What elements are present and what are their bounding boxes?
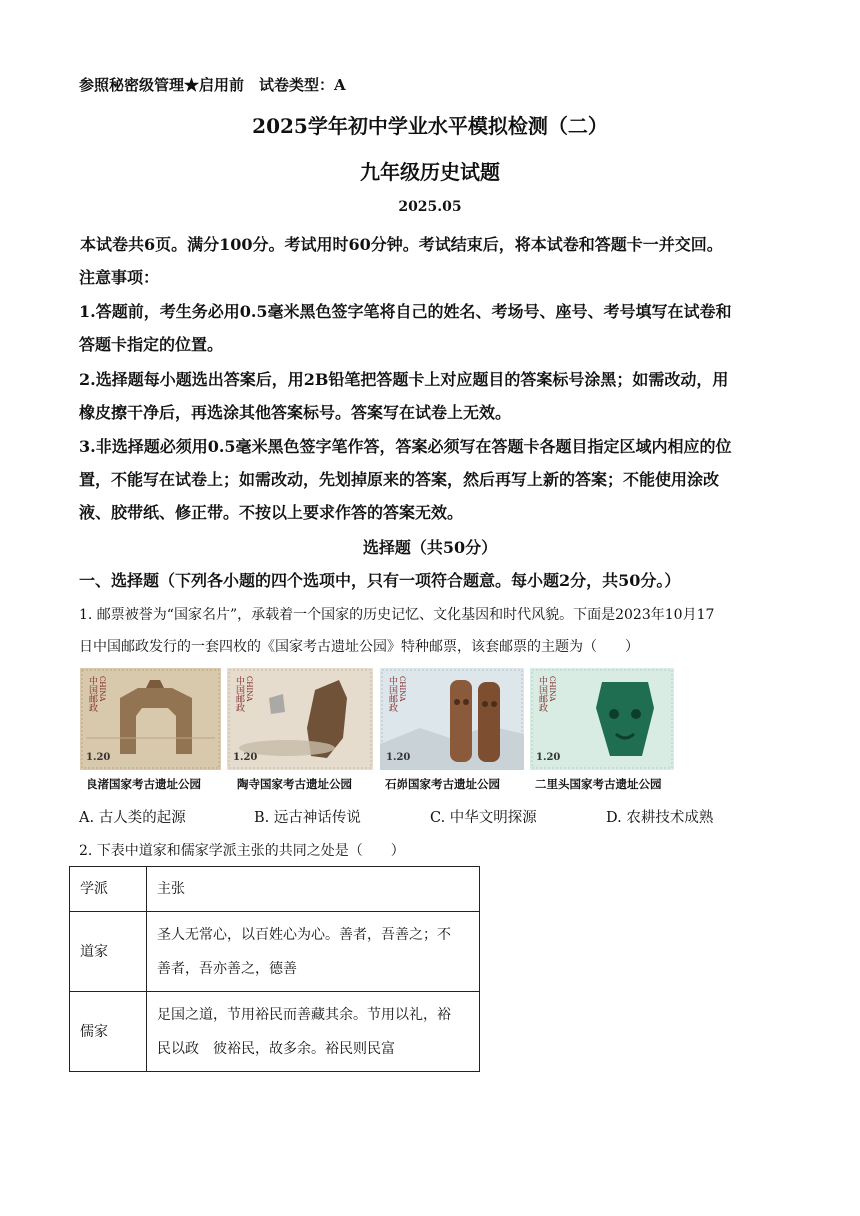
table-row bbox=[70, 912, 480, 992]
exam-title: 2025学年初中学业水平模拟检测（二） bbox=[252, 114, 608, 138]
q2-stem: 2. 下表中道家和儒家学派主张的共同之处是（ ） bbox=[79, 843, 405, 859]
table-row bbox=[70, 992, 480, 1072]
table-cell-claim bbox=[147, 912, 480, 992]
part-one-heading: 一、选择题（下列各小题的四个选项中，只有一项符合题意。每小题2分，共50分。） bbox=[79, 571, 681, 590]
stamp-taosi-postal-text: 中国邮政 bbox=[234, 676, 244, 712]
claim-line: 足国之道，节用裕民而善藏其余。节用以礼，裕 bbox=[157, 1006, 451, 1023]
note-3-line-2: 置，不能写在试卷上；如需改动，先划掉原来的答案，然后再写上新的答案；不能使用涂改 bbox=[79, 470, 720, 489]
stamp-shimao-value: 1.20 bbox=[386, 752, 411, 763]
stamp-caption-taosi: 陶寺国家考古遗址公园 bbox=[237, 777, 352, 791]
note-3-line-3: 液、胶带纸、修正带。不按以上要求作答的答案无效。 bbox=[79, 503, 464, 522]
claim-line: 民以政 彼裕民，故多余。裕民则民富 bbox=[157, 1040, 395, 1057]
stamp-erlitou-value: 1.20 bbox=[536, 752, 561, 763]
stamp-caption-erlitou: 二里头国家考古遗址公园 bbox=[535, 777, 662, 791]
table-header-row bbox=[70, 867, 480, 912]
stamp-liangzhu-country: CHINA bbox=[98, 676, 106, 702]
stamp-caption-shimao: 石峁国家考古遗址公园 bbox=[385, 777, 500, 791]
stamp-caption-liangzhu: 良渚国家考古遗址公园 bbox=[86, 777, 201, 791]
table-cell-school: 儒家 bbox=[70, 992, 147, 1072]
q1-option-d[interactable]: D. 农耕技术成熟 bbox=[606, 810, 714, 826]
classification-header: 参照秘密级管理★启用前 试卷类型：A bbox=[79, 76, 346, 94]
q1-option-b[interactable]: B. 远古神话传说 bbox=[254, 810, 361, 826]
stamp-shimao bbox=[380, 668, 524, 770]
stamp-liangzhu-value: 1.20 bbox=[86, 752, 111, 763]
q1-option-a[interactable]: A. 古人类的起源 bbox=[79, 810, 186, 826]
q1-stem-line-2: 日中国邮政发行的一套四枚的《国家考古遗址公园》特种邮票，该套邮票的主题为（ ） bbox=[79, 639, 639, 655]
stamp-erlitou-postal-text: 中国邮政 bbox=[537, 676, 547, 712]
q1-option-c[interactable]: C. 中华文明探源 bbox=[430, 810, 537, 826]
stamp-erlitou bbox=[530, 668, 674, 770]
note-3-line-1: 3.非选择题必须用0.5毫米黑色签字笔作答，答案必须写在答题卡各题目指定区域内相应的位 bbox=[79, 437, 732, 456]
note-2-line-1: 2.选择题每小题选出答案后，用2B铅笔把答题卡上对应题目的答案标号涂黑；如需改动，用 bbox=[79, 370, 729, 389]
stamp-erlitou-country: CHINA bbox=[548, 676, 556, 702]
claim-line: 圣人无常心，以百姓心为心。善者，吾善之；不 bbox=[157, 926, 451, 943]
table-cell-claim bbox=[147, 992, 480, 1072]
q2-table bbox=[69, 866, 480, 1072]
stamp-taosi bbox=[227, 668, 373, 770]
notes-heading: 注意事项： bbox=[79, 268, 160, 287]
stamp-shimao-postal-text: 中国邮政 bbox=[387, 676, 397, 712]
note-1-line-1: 1.答题前，考生务必用0.5毫米黑色签字笔将自己的姓名、考场号、座号、考号填写在试卷和 bbox=[79, 302, 732, 321]
note-1-line-2: 答题卡指定的位置。 bbox=[79, 335, 224, 354]
note-2-line-2: 橡皮擦干净后，再选涂其他答案标号。答案写在试卷上无效。 bbox=[79, 403, 512, 422]
q1-stem-line-1: 1. 邮票被誉为“国家名片”，承载着一个国家的历史记忆、文化基因和时代风貌。下面是2023年10月17 bbox=[79, 607, 715, 623]
section-title: 选择题（共50分） bbox=[362, 538, 498, 557]
exam-date: 2025.05 bbox=[398, 199, 462, 215]
stamp-taosi-country: CHINA bbox=[245, 676, 253, 702]
table-header-claim: 主张 bbox=[147, 867, 480, 912]
table-header-school: 学派 bbox=[70, 867, 147, 912]
stamp-taosi-value: 1.20 bbox=[233, 752, 258, 763]
stamp-shimao-country: CHINA bbox=[398, 676, 406, 702]
table-cell-school: 道家 bbox=[70, 912, 147, 992]
exam-subtitle: 九年级历史试题 bbox=[360, 160, 500, 184]
stamp-liangzhu-postal-text: 中国邮政 bbox=[87, 676, 97, 712]
claim-line: 善者，吾亦善之，德善 bbox=[157, 960, 297, 977]
exam-intro: 本试卷共6页。满分100分。考试用时60分钟。考试结束后，将本试卷和答题卡一并交回。 bbox=[80, 235, 723, 254]
stamp-liangzhu bbox=[80, 668, 221, 770]
